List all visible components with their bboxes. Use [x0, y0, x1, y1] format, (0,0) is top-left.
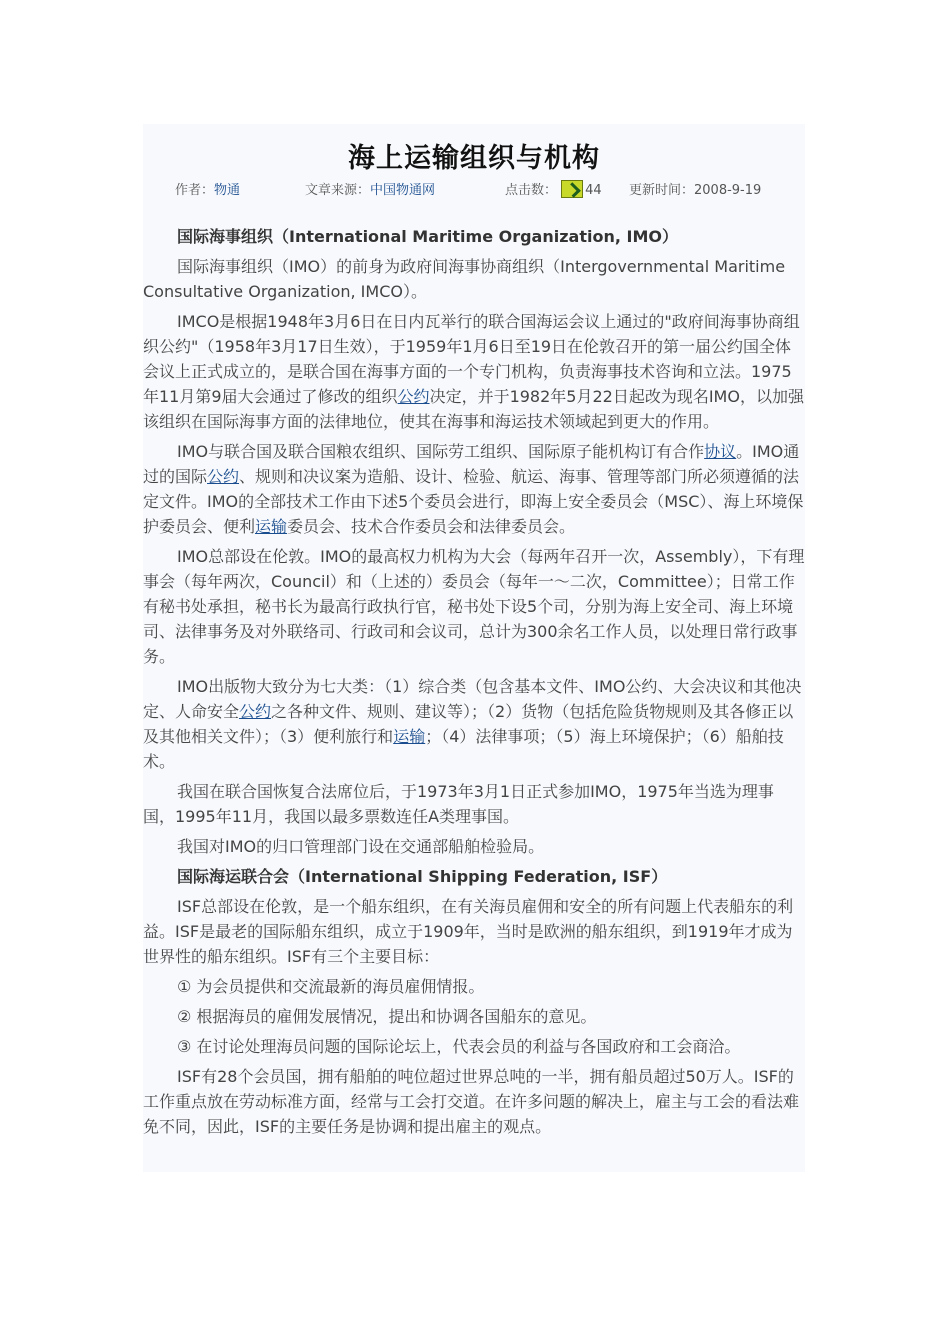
- paragraph: [143, 309, 805, 434]
- paragraph-text: 决定，并于1982年5月22日起改为现名IMO，以加强该组织在国际海事方面的法律地位，使其在海事和海运技术领域起到更大的作用。: [143, 387, 804, 431]
- hits-label: 点击数：: [505, 183, 558, 198]
- convention-link[interactable]: 公约: [397, 387, 430, 406]
- transport-link[interactable]: 运输: [255, 517, 288, 536]
- paragraph-text: IMCO是根据1948年3月6日在日内瓦举行的联合国海运会议上通过的"政府间海事协商组织公约"（1958年3月17日生效），于1959年1月6日至19日在伦敦召开的第一届公约国全体会议上正式成立的，是联合国在海事方面的一个专门机构，负责海事技术咨询和立法。1975年11月第9届大会通过了修改的组织: [143, 312, 800, 406]
- convention-link[interactable]: 公约: [207, 467, 240, 486]
- author-link[interactable]: 物通: [214, 183, 241, 198]
- paragraph: 我国对IMO的归口管理部门设在交通部船舶检验局。: [177, 837, 545, 856]
- hits-count: 44: [585, 183, 602, 198]
- hits-counter-icon: [561, 180, 583, 198]
- page-title: 海上运输组织与机构: [348, 143, 600, 174]
- paragraph-text: 。IMO通过的国际: [143, 442, 800, 486]
- meta-author: [175, 179, 240, 198]
- paragraph-text: 之各种文件、规则、建议等）；（2）货物（包括危险货物规则及其各修正以及其他相关文件）；（3）便利旅行和: [143, 702, 794, 746]
- paragraph-text: IMO与联合国及联合国粮农组织、国际劳工组织、国际原子能机构订有合作: [177, 442, 705, 461]
- goal-item: ③ 在讨论处理海员问题的国际论坛上，代表会员的利益与各国政府和工会商洽。: [177, 1037, 741, 1056]
- goal-item: ② 根据海员的雇佣发展情况，提出和协调各国船东的意见。: [177, 1007, 597, 1026]
- paragraph-text: 、规则和决议案为造船、设计、检验、航运、海事、管理等部门所必须遵循的法定文件。IMO的全部技术工作由下述5个委员会进行，即海上安全委员会（MSC）、海上环境保护委员会、便利: [143, 467, 804, 536]
- paragraph: [143, 439, 805, 539]
- paragraph: ISF总部设在伦敦，是一个船东组织，在有关海员雇佣和安全的所有问题上代表船东的利益。ISF是最老的国际船东组织，成立于1909年，当时是欧洲的船东组织，到1919年才成为世界性的船东组织。ISF有三个主要目标：: [143, 897, 794, 966]
- source-label: 文章来源：: [305, 183, 371, 198]
- article-body: [143, 224, 805, 1144]
- goal-item: ① 为会员提供和交流最新的海员雇佣情报。: [177, 977, 485, 996]
- agreement-link[interactable]: 协议: [704, 442, 737, 461]
- paragraph: ISF有28个会员国，拥有船舶的吨位超过世界总吨的一半，拥有船员超过50万人。ISF的工作重点放在劳动标准方面，经常与工会打交道。在许多问题的解决上，雇主与工会的看法难免不同，因此，ISF的主要任务是协调和提出雇主的观点。: [143, 1067, 800, 1136]
- meta-updated: [629, 179, 761, 198]
- paragraph: [143, 674, 805, 774]
- paragraph-text: ；（4）法律事项；（5）海上环境保护；（6）船舶技术。: [143, 727, 784, 771]
- section-heading-imo: 国际海事组织（International Maritime Organization, IMO）: [177, 227, 678, 246]
- paragraph: 我国在联合国恢复合法席位后，于1973年3月1日正式参加IMO，1975年当选为理事国，1995年11月，我国以最多票数连任A类理事国。: [143, 782, 774, 826]
- meta-source: [305, 179, 435, 198]
- updated-label: 更新时间：: [629, 183, 695, 198]
- meta-hits: [505, 179, 602, 198]
- section-heading-isf: 国际海运联合会（International Shipping Federation, ISF）: [177, 867, 668, 886]
- article-panel: [143, 124, 805, 1172]
- paragraph-text: 委员会、技术合作委员会和法律委员会。: [287, 517, 576, 536]
- paragraph: IMO总部设在伦敦。IMO的最高权力机构为大会（每两年召开一次，Assembly），下有理事会（每年两次，Council）和（上述的）委员会（每年一～二次，Committee）；日常工作有秘书处承担，秘书长为最高行政执行官，秘书处下设5个司，分别为海上安全司、海上环境司、法律事务及对外联络司、行政司和会议司，总计为300余名工作人员，以处理日常行政事务。: [143, 547, 805, 666]
- paragraph-text: IMO出版物大致分为七大类：（1）综合类（包含基本文件、IMO公约、大会决议和其他决定、人命安全: [143, 677, 802, 721]
- convention-link[interactable]: 公约: [239, 702, 272, 721]
- paragraph: 国际海事组织（IMO）的前身为政府间海事协商组织（Intergovernmental Maritime Consultative Organization, IMCO）。: [143, 257, 786, 301]
- updated-date: 2008-9-19: [694, 183, 762, 198]
- author-label: 作者：: [175, 183, 215, 198]
- source-link[interactable]: 中国物通网: [370, 183, 436, 198]
- transport-link[interactable]: 运输: [393, 727, 426, 746]
